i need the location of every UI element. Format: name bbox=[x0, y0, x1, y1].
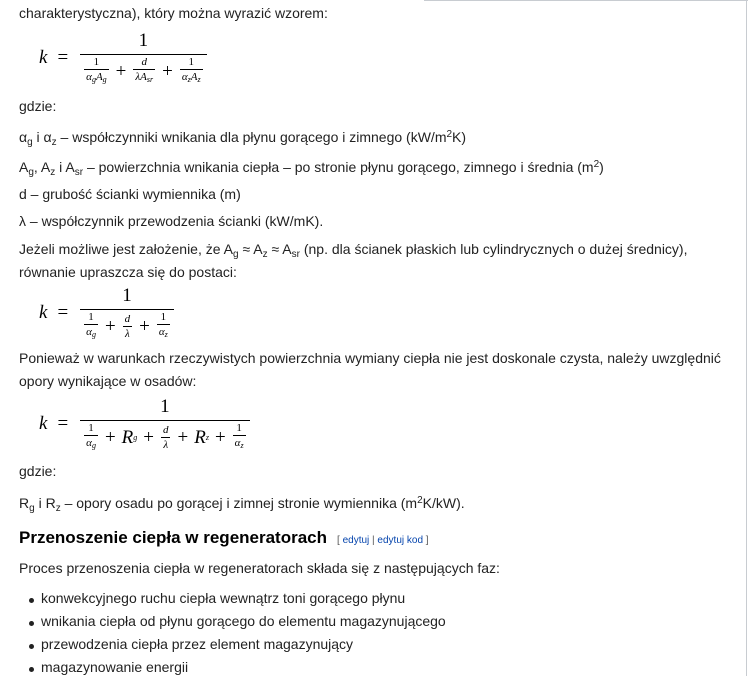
panel-top-border bbox=[424, 0, 748, 1]
term-hot: $\frac{1}{\alpha_gA_g}$ bbox=[86, 56, 107, 84]
edit-section-links: [ edytuj | edytuj kod ] bbox=[337, 535, 429, 546]
definition-alpha: $\alpha_g$ i $\alpha_z$ – współczynniki wnikania dla płynu gorącego i zimnego $(kW/m^2K)$ bbox=[19, 129, 467, 148]
equals-sign: = bbox=[57, 47, 69, 68]
definition-r: $R_g$ i $R_z$ – opory osadu po gorącej i zimnej stronie wymiennika $(m^2K/kW)$. bbox=[19, 495, 465, 514]
list-item: wnikania ciepła od płynu gorącego do elementu magazynującego bbox=[19, 610, 719, 633]
list-item: konwekcyjnego ruchu ciepła wewnątrz toni gorącego płynu bbox=[19, 587, 719, 610]
formula-fouling: k = 1 $\frac{1}{\alpha_g}$ + R g + $\frac{d}{\lambda}$ + R z + $\frac{1}{\alpha_z}$ bbox=[39, 396, 252, 452]
simplified-fraction: 1 $\frac{1}{\alpha_g}$ + $\frac{d}{\lambda}$ + $\frac{1}{\alpha_z}$ bbox=[80, 285, 174, 341]
assumption-line-2: równanie upraszcza się do postaci: bbox=[19, 264, 237, 280]
fouling-line-1: Ponieważ w warunkach rzeczywistych powierzchnia wymiany ciepła nie jest doskonale czysta, należy uwzględnić bbox=[19, 350, 721, 366]
formula-general bbox=[39, 30, 209, 86]
definition-area: $A_g$, $A_z$ i $A_{sr}$ – powierzchnia wnikania ciepła – po stronie płynu gorącego, zimnego i średnia $(m^2)$ bbox=[19, 159, 604, 178]
section-title: Przenoszenie ciepła w regeneratorach bbox=[19, 528, 328, 547]
section-intro: Proces przenoszenia ciepła w regeneratorach składa się z następujących faz: bbox=[19, 560, 500, 576]
where-label-1: gdzie: bbox=[19, 98, 57, 114]
intro-tail: charakterystyczna), który można wyrazić wzorem: bbox=[19, 5, 328, 21]
term-wall: $\frac{d}{\lambda A_{sr}}$ bbox=[135, 56, 154, 84]
definition-lambda: λ – współczynnik przewodzenia ścianki (kW/mK). bbox=[19, 213, 324, 229]
assumption-line-1: Jeżeli możliwe jest założenie, że $A_g \approx A_z \approx A_{sr}$ (np. dla ścianek płaskich lub cylindrycznych o dużej średnicy), bbox=[19, 241, 688, 260]
fouling-fraction: 1 $\frac{1}{\alpha_g}$ + R g + $\frac{d}{\lambda}$ + R z + $\frac{1}{\alpha_z}$ bbox=[80, 396, 249, 452]
var-k: k bbox=[39, 47, 48, 68]
section-heading bbox=[19, 528, 429, 548]
edit-code-link[interactable]: edytuj kod bbox=[377, 535, 424, 546]
edit-link[interactable]: edytuj bbox=[342, 535, 370, 546]
main-fraction bbox=[80, 30, 206, 86]
definition-d: d – grubość ścianki wymiennika (m) bbox=[19, 186, 241, 202]
term-cold: $\frac{1}{\alpha_zA_z}$ bbox=[181, 56, 201, 84]
list-item: magazynowanie energii bbox=[19, 656, 719, 679]
fouling-line-2: opory wynikające w osadów: bbox=[19, 373, 197, 389]
list-item: przewodzenia ciepła przez element magazynujący bbox=[19, 633, 719, 656]
formula-simplified: k = 1 $\frac{1}{\alpha_g}$ + $\frac{d}{\lambda}$ + $\frac{1}{\alpha_z}$ bbox=[39, 285, 176, 341]
where-label-2: gdzie: bbox=[19, 463, 57, 479]
numerator: 1 bbox=[138, 30, 149, 51]
denominator: $\frac{1}{\alpha_gA_g}$ + $\frac{d}{\lambda A_{sr}}$ + $\frac{1}{\alpha_zA_z}$ bbox=[80, 54, 206, 86]
phases-list bbox=[19, 587, 719, 679]
panel-right-border bbox=[746, 0, 747, 676]
